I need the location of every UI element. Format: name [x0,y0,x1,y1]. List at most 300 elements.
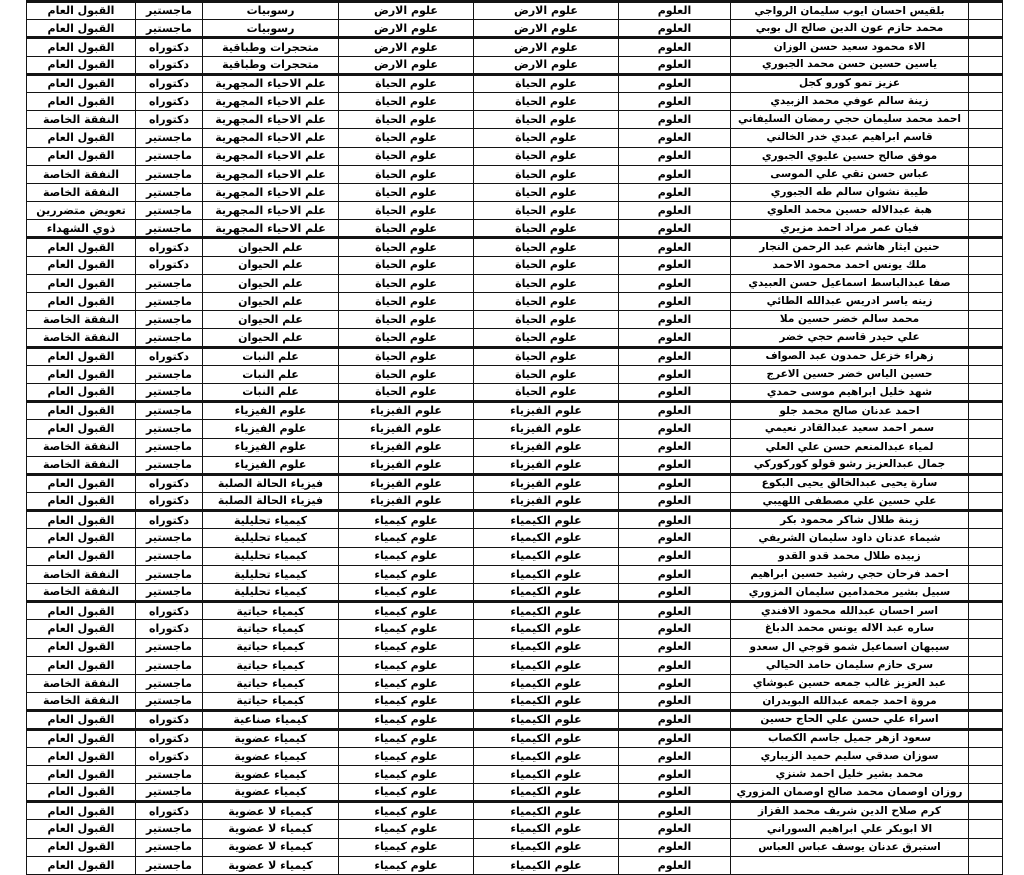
cell-department: علوم كيمياء [339,656,474,674]
cell-college: العلوم [619,547,731,565]
cell-row-number [969,365,1003,383]
cell-admission-channel: القبول العام [27,274,136,292]
table-row [27,129,1003,147]
cell-student-name: سيبهان اسماعيل شمو قوجي ال سعدو [731,638,969,656]
cell-college: العلوم [619,529,731,547]
cell-admission-channel: القبول العام [27,511,136,529]
cell-college: العلوم [619,856,731,874]
cell-department: علوم الفيزياء [339,493,474,511]
cell-degree: دكتوراه [136,474,203,492]
cell-row-number [969,220,1003,238]
cell-row-number [969,856,1003,874]
cell-row-number [969,20,1003,38]
table-body [27,2,1003,875]
cell-admission-channel: القبول العام [27,620,136,638]
cell-college: العلوم [619,38,731,56]
cell-student-name: موفق صالح حسين عليوي الجبوري [731,147,969,165]
cell-specialization: علوم الفيزياء [203,456,339,474]
cell-department: علوم كيمياء [339,784,474,802]
table-row [27,765,1003,783]
cell-student-name: عزيز تمو كورو كجل [731,74,969,92]
cell-student-name: صفا عبدالباسط اسماعيل حسن العبيدي [731,274,969,292]
cell-general-department: علوم الحياة [474,183,619,201]
cell-student-name: جمال عبدالعزيز رشو قولو كوركوركي [731,456,969,474]
cell-specialization: متحجرات وطباقية [203,56,339,74]
cell-specialization: علم الاحياء المجهرية [203,92,339,110]
cell-degree: ماجستير [136,365,203,383]
cell-college: العلوم [619,20,731,38]
cell-admission-channel: ذوي الشهداء [27,220,136,238]
cell-admission-channel: القبول العام [27,711,136,729]
cell-admission-channel: القبول العام [27,74,136,92]
cell-student-name: احمد عدنان صالح محمد جلو [731,402,969,420]
cell-college: العلوم [619,711,731,729]
cell-general-department: علوم الكيمياء [474,729,619,747]
cell-department: علوم الحياة [339,274,474,292]
cell-student-name: سعود ازهر جميل جاسم الكصاب [731,729,969,747]
cell-student-name: احمد محمد سليمان حجي رمضان السليفاني [731,111,969,129]
cell-specialization: علم الاحياء المجهرية [203,111,339,129]
table-row [27,693,1003,711]
cell-degree: ماجستير [136,420,203,438]
cell-college: العلوم [619,511,731,529]
cell-specialization: علم الاحياء المجهرية [203,183,339,201]
cell-specialization: علم النبات [203,347,339,365]
cell-degree: دكتوراه [136,347,203,365]
cell-student-name: ملك يونس احمد محمود الاحمد [731,256,969,274]
cell-degree: ماجستير [136,129,203,147]
table-row [27,38,1003,56]
cell-degree: ماجستير [136,274,203,292]
cell-degree: ماجستير [136,402,203,420]
cell-general-department: علوم الحياة [474,238,619,256]
cell-admission-channel: النفقة الخاصة [27,565,136,583]
cell-admission-channel: القبول العام [27,365,136,383]
cell-college: العلوم [619,111,731,129]
cell-college: العلوم [619,129,731,147]
table-row [27,747,1003,765]
cell-department: علوم كيمياء [339,529,474,547]
cell-row-number [969,183,1003,201]
cell-department: علوم الارض [339,38,474,56]
cell-general-department: علوم الفيزياء [474,456,619,474]
table-row [27,711,1003,729]
cell-department: علوم كيمياء [339,584,474,602]
cell-general-department: علوم الحياة [474,347,619,365]
cell-degree: دكتوراه [136,256,203,274]
cell-row-number [969,438,1003,456]
cell-department: علوم الارض [339,56,474,74]
cell-student-name: الا ابوبكر علي ابراهيم السوراني [731,820,969,838]
cell-student-name: حنين ايثار هاشم عبد الرحمن النجار [731,238,969,256]
table-row [27,329,1003,347]
cell-student-name: زبيده طلال محمد قدو القدو [731,547,969,565]
cell-degree: ماجستير [136,293,203,311]
cell-department: علوم الحياة [339,329,474,347]
cell-row-number [969,620,1003,638]
cell-degree: ماجستير [136,202,203,220]
cell-student-name: عباس حسن تقي علي الموسى [731,165,969,183]
cell-college: العلوم [619,202,731,220]
cell-student-name: زينة طلال شاكر محمود بكر [731,511,969,529]
cell-admission-channel: النفقة الخاصة [27,584,136,602]
cell-college: العلوم [619,165,731,183]
cell-row-number [969,838,1003,856]
cell-general-department: علوم الكيمياء [474,838,619,856]
cell-row-number [969,565,1003,583]
cell-admission-channel: القبول العام [27,256,136,274]
cell-student-name: حسين الياس خضر حسين الاعرج [731,365,969,383]
cell-row-number [969,202,1003,220]
cell-admission-channel: القبول العام [27,856,136,874]
admissions-table [26,0,1003,875]
cell-row-number [969,420,1003,438]
cell-college: العلوم [619,329,731,347]
cell-general-department: علوم الكيمياء [474,820,619,838]
cell-department: علوم كيمياء [339,565,474,583]
cell-specialization: علم الحيوان [203,311,339,329]
cell-admission-channel: القبول العام [27,784,136,802]
cell-college: العلوم [619,147,731,165]
cell-row-number [969,92,1003,110]
cell-row-number [969,111,1003,129]
cell-degree: ماجستير [136,438,203,456]
cell-admission-channel: القبول العام [27,602,136,620]
cell-student-name: ياسين حسين حسن محمد الجبوري [731,56,969,74]
cell-general-department: علوم الحياة [474,129,619,147]
cell-student-name: ساره عبد الاله يونس محمد الدباغ [731,620,969,638]
cell-degree: ماجستير [136,147,203,165]
cell-row-number [969,56,1003,74]
cell-row-number [969,529,1003,547]
cell-admission-channel: القبول العام [27,493,136,511]
cell-specialization: كيمياء تحليلية [203,547,339,565]
cell-degree: دكتوراه [136,38,203,56]
cell-admission-channel: النفقة الخاصة [27,329,136,347]
cell-department: علوم الفيزياء [339,402,474,420]
cell-admission-channel: تعويض متضررين [27,202,136,220]
cell-student-name: زينه ياسر ادريس عبدالله الطائي [731,293,969,311]
cell-general-department: علوم الارض [474,20,619,38]
cell-general-department: علوم الحياة [474,256,619,274]
cell-college: العلوم [619,820,731,838]
cell-specialization: كيمياء حياتية [203,674,339,692]
cell-admission-channel: القبول العام [27,747,136,765]
cell-department: علوم الفيزياء [339,438,474,456]
cell-admission-channel: القبول العام [27,38,136,56]
cell-department: علوم كيمياء [339,802,474,820]
cell-row-number [969,311,1003,329]
cell-college: العلوم [619,383,731,401]
cell-student-name: لمياء عبدالمنعم حسن علي العلي [731,438,969,456]
cell-general-department: علوم الكيمياء [474,511,619,529]
cell-specialization: علوم الفيزياء [203,402,339,420]
cell-college: العلوم [619,747,731,765]
cell-degree: ماجستير [136,2,203,20]
cell-degree: دكتوراه [136,111,203,129]
cell-row-number [969,238,1003,256]
cell-college: العلوم [619,493,731,511]
cell-student-name: الاء محمود سعيد حسن الوزان [731,38,969,56]
cell-degree: ماجستير [136,820,203,838]
cell-row-number [969,656,1003,674]
table-row [27,638,1003,656]
cell-row-number [969,638,1003,656]
cell-general-department: علوم الحياة [474,274,619,292]
cell-general-department: علوم الارض [474,38,619,56]
table-row [27,365,1003,383]
table-row [27,402,1003,420]
cell-row-number [969,511,1003,529]
cell-department: علوم الحياة [339,202,474,220]
cell-student-name: احمد فرحان حجي رشيد حسين ابراهيم [731,565,969,583]
cell-department: علوم الحياة [339,293,474,311]
cell-admission-channel: النفقة الخاصة [27,674,136,692]
table-row [27,220,1003,238]
table-row [27,565,1003,583]
cell-admission-channel: القبول العام [27,20,136,38]
cell-college: العلوم [619,474,731,492]
cell-specialization: كيمياء لا عضوية [203,820,339,838]
cell-degree: ماجستير [136,329,203,347]
cell-admission-channel: القبول العام [27,638,136,656]
cell-specialization: رسوبيات [203,2,339,20]
cell-general-department: علوم الحياة [474,293,619,311]
cell-degree: دكتوراه [136,747,203,765]
cell-specialization: علم الاحياء المجهرية [203,165,339,183]
cell-department: علوم الحياة [339,220,474,238]
cell-department: علوم الحياة [339,238,474,256]
cell-specialization: علم الحيوان [203,238,339,256]
cell-department: علوم الحياة [339,311,474,329]
cell-general-department: علوم الحياة [474,165,619,183]
cell-specialization: علم الحيوان [203,274,339,292]
cell-department: علوم كيمياء [339,747,474,765]
cell-general-department: علوم الكيمياء [474,711,619,729]
cell-admission-channel: القبول العام [27,729,136,747]
cell-degree: ماجستير [136,674,203,692]
cell-specialization: علم النبات [203,383,339,401]
table-row [27,493,1003,511]
cell-degree: دكتوراه [136,92,203,110]
cell-admission-channel: النفقة الخاصة [27,165,136,183]
cell-department: علوم كيمياء [339,856,474,874]
cell-college: العلوم [619,656,731,674]
cell-specialization: علوم الفيزياء [203,438,339,456]
cell-row-number [969,765,1003,783]
cell-student-name: استبرق عدنان يوسف عباس العباس [731,838,969,856]
cell-admission-channel: القبول العام [27,402,136,420]
cell-general-department: علوم الكيمياء [474,638,619,656]
cell-college: العلوم [619,274,731,292]
cell-admission-channel: القبول العام [27,2,136,20]
cell-specialization: كيمياء حياتية [203,620,339,638]
cell-college: العلوم [619,2,731,20]
table-row [27,20,1003,38]
table-row [27,656,1003,674]
cell-department: علوم الفيزياء [339,474,474,492]
cell-specialization: كيمياء حياتية [203,602,339,620]
cell-department: علوم الفيزياء [339,456,474,474]
cell-admission-channel: القبول العام [27,765,136,783]
table-row [27,474,1003,492]
cell-general-department: علوم الحياة [474,311,619,329]
cell-general-department: علوم الكيمياء [474,565,619,583]
cell-general-department: علوم الكيمياء [474,620,619,638]
cell-department: علوم الفيزياء [339,420,474,438]
cell-department: علوم الحياة [339,183,474,201]
table-row [27,438,1003,456]
cell-row-number [969,584,1003,602]
cell-college: العلوم [619,456,731,474]
cell-admission-channel: القبول العام [27,656,136,674]
cell-admission-channel: النفقة الخاصة [27,183,136,201]
cell-degree: ماجستير [136,638,203,656]
table-row [27,293,1003,311]
table-row [27,347,1003,365]
cell-specialization: كيمياء لا عضوية [203,856,339,874]
cell-specialization: كيمياء عضوية [203,765,339,783]
cell-department: علوم كيمياء [339,602,474,620]
cell-specialization: فيزياء الحالة الصلبة [203,474,339,492]
cell-general-department: علوم الفيزياء [474,402,619,420]
cell-general-department: علوم الكيمياء [474,584,619,602]
cell-department: علوم كيمياء [339,674,474,692]
cell-admission-channel: القبول العام [27,347,136,365]
cell-degree: دكتوراه [136,711,203,729]
cell-row-number [969,147,1003,165]
cell-admission-channel: النفقة الخاصة [27,693,136,711]
cell-specialization: كيمياء عضوية [203,784,339,802]
cell-college: العلوم [619,92,731,110]
cell-degree: ماجستير [136,584,203,602]
cell-specialization: فيزياء الحالة الصلبة [203,493,339,511]
cell-row-number [969,329,1003,347]
cell-row-number [969,274,1003,292]
cell-specialization: رسوبيات [203,20,339,38]
cell-student-name: زهراء خزعل حمدون عبد الصواف [731,347,969,365]
cell-college: العلوم [619,638,731,656]
cell-college: العلوم [619,311,731,329]
table-row [27,2,1003,20]
cell-row-number [969,347,1003,365]
cell-row-number [969,802,1003,820]
cell-college: العلوم [619,602,731,620]
cell-student-name: روزان اوصمان محمد صالح اوصمان المزوري [731,784,969,802]
cell-general-department: علوم الفيزياء [474,474,619,492]
cell-degree: دكتوراه [136,802,203,820]
cell-college: العلوم [619,729,731,747]
cell-general-department: علوم الحياة [474,74,619,92]
cell-student-name: علي حسين علي مصطفى اللهيبي [731,493,969,511]
cell-row-number [969,747,1003,765]
cell-college: العلوم [619,620,731,638]
cell-degree: ماجستير [136,183,203,201]
cell-degree: ماجستير [136,838,203,856]
cell-degree: ماجستير [136,456,203,474]
cell-row-number [969,474,1003,492]
cell-row-number [969,38,1003,56]
cell-admission-channel: القبول العام [27,238,136,256]
cell-degree: دكتوراه [136,74,203,92]
cell-specialization: علم الاحياء المجهرية [203,74,339,92]
cell-admission-channel: القبول العام [27,802,136,820]
cell-general-department: علوم الحياة [474,383,619,401]
cell-general-department: علوم الفيزياء [474,438,619,456]
cell-specialization: كيمياء تحليلية [203,511,339,529]
cell-department: علوم كيمياء [339,711,474,729]
table-row [27,274,1003,292]
cell-general-department: علوم الحياة [474,202,619,220]
cell-specialization: علم الاحياء المجهرية [203,220,339,238]
cell-department: علوم الحياة [339,347,474,365]
cell-college: العلوم [619,56,731,74]
cell-student-name: عبد العزيز غالب جمعه حسين عبوشاي [731,674,969,692]
cell-specialization: كيمياء صناعية [203,711,339,729]
cell-row-number [969,729,1003,747]
cell-row-number [969,2,1003,20]
table-row [27,511,1003,529]
cell-admission-channel: القبول العام [27,293,136,311]
cell-specialization: علم الحيوان [203,293,339,311]
cell-degree: دكتوراه [136,602,203,620]
cell-degree: ماجستير [136,20,203,38]
cell-specialization: كيمياء لا عضوية [203,802,339,820]
table-row [27,784,1003,802]
table-row [27,620,1003,638]
cell-general-department: علوم الكيمياء [474,529,619,547]
cell-row-number [969,165,1003,183]
cell-row-number [969,547,1003,565]
cell-college: العلوم [619,347,731,365]
cell-student-name: هبة عبدالاله حسين محمد العلوي [731,202,969,220]
cell-admission-channel: القبول العام [27,838,136,856]
cell-specialization: كيمياء تحليلية [203,565,339,583]
cell-specialization: علوم الفيزياء [203,420,339,438]
cell-admission-channel: القبول العام [27,56,136,74]
cell-student-name: سارة يحيى عبدالخالق يحيى البكوع [731,474,969,492]
cell-department: علوم كيمياء [339,547,474,565]
cell-specialization: كيمياء عضوية [203,729,339,747]
cell-student-name: محمد سالم خضر حسين ملا [731,311,969,329]
cell-department: علوم الارض [339,2,474,20]
cell-student-name: طيبة نشوان سالم طه الجبوري [731,183,969,201]
cell-department: علوم الحياة [339,165,474,183]
cell-admission-channel: القبول العام [27,383,136,401]
cell-department: علوم الحياة [339,111,474,129]
cell-college: العلوم [619,693,731,711]
cell-general-department: علوم الكيمياء [474,856,619,874]
cell-degree: ماجستير [136,656,203,674]
cell-department: علوم الحياة [339,383,474,401]
cell-general-department: علوم الحياة [474,365,619,383]
cell-student-name: سرى حازم سليمان حامد الحيالي [731,656,969,674]
table-row [27,584,1003,602]
table-row [27,547,1003,565]
cell-general-department: علوم الكيمياء [474,674,619,692]
cell-general-department: علوم الكيمياء [474,784,619,802]
cell-admission-channel: النفقة الخاصة [27,311,136,329]
cell-college: العلوم [619,584,731,602]
cell-specialization: علم الاحياء المجهرية [203,129,339,147]
cell-college: العلوم [619,420,731,438]
cell-department: علوم الحياة [339,147,474,165]
cell-degree: ماجستير [136,784,203,802]
cell-department: علوم الحياة [339,92,474,110]
cell-admission-channel: النفقة الخاصة [27,111,136,129]
cell-specialization: علم النبات [203,365,339,383]
cell-specialization: كيمياء حياتية [203,656,339,674]
